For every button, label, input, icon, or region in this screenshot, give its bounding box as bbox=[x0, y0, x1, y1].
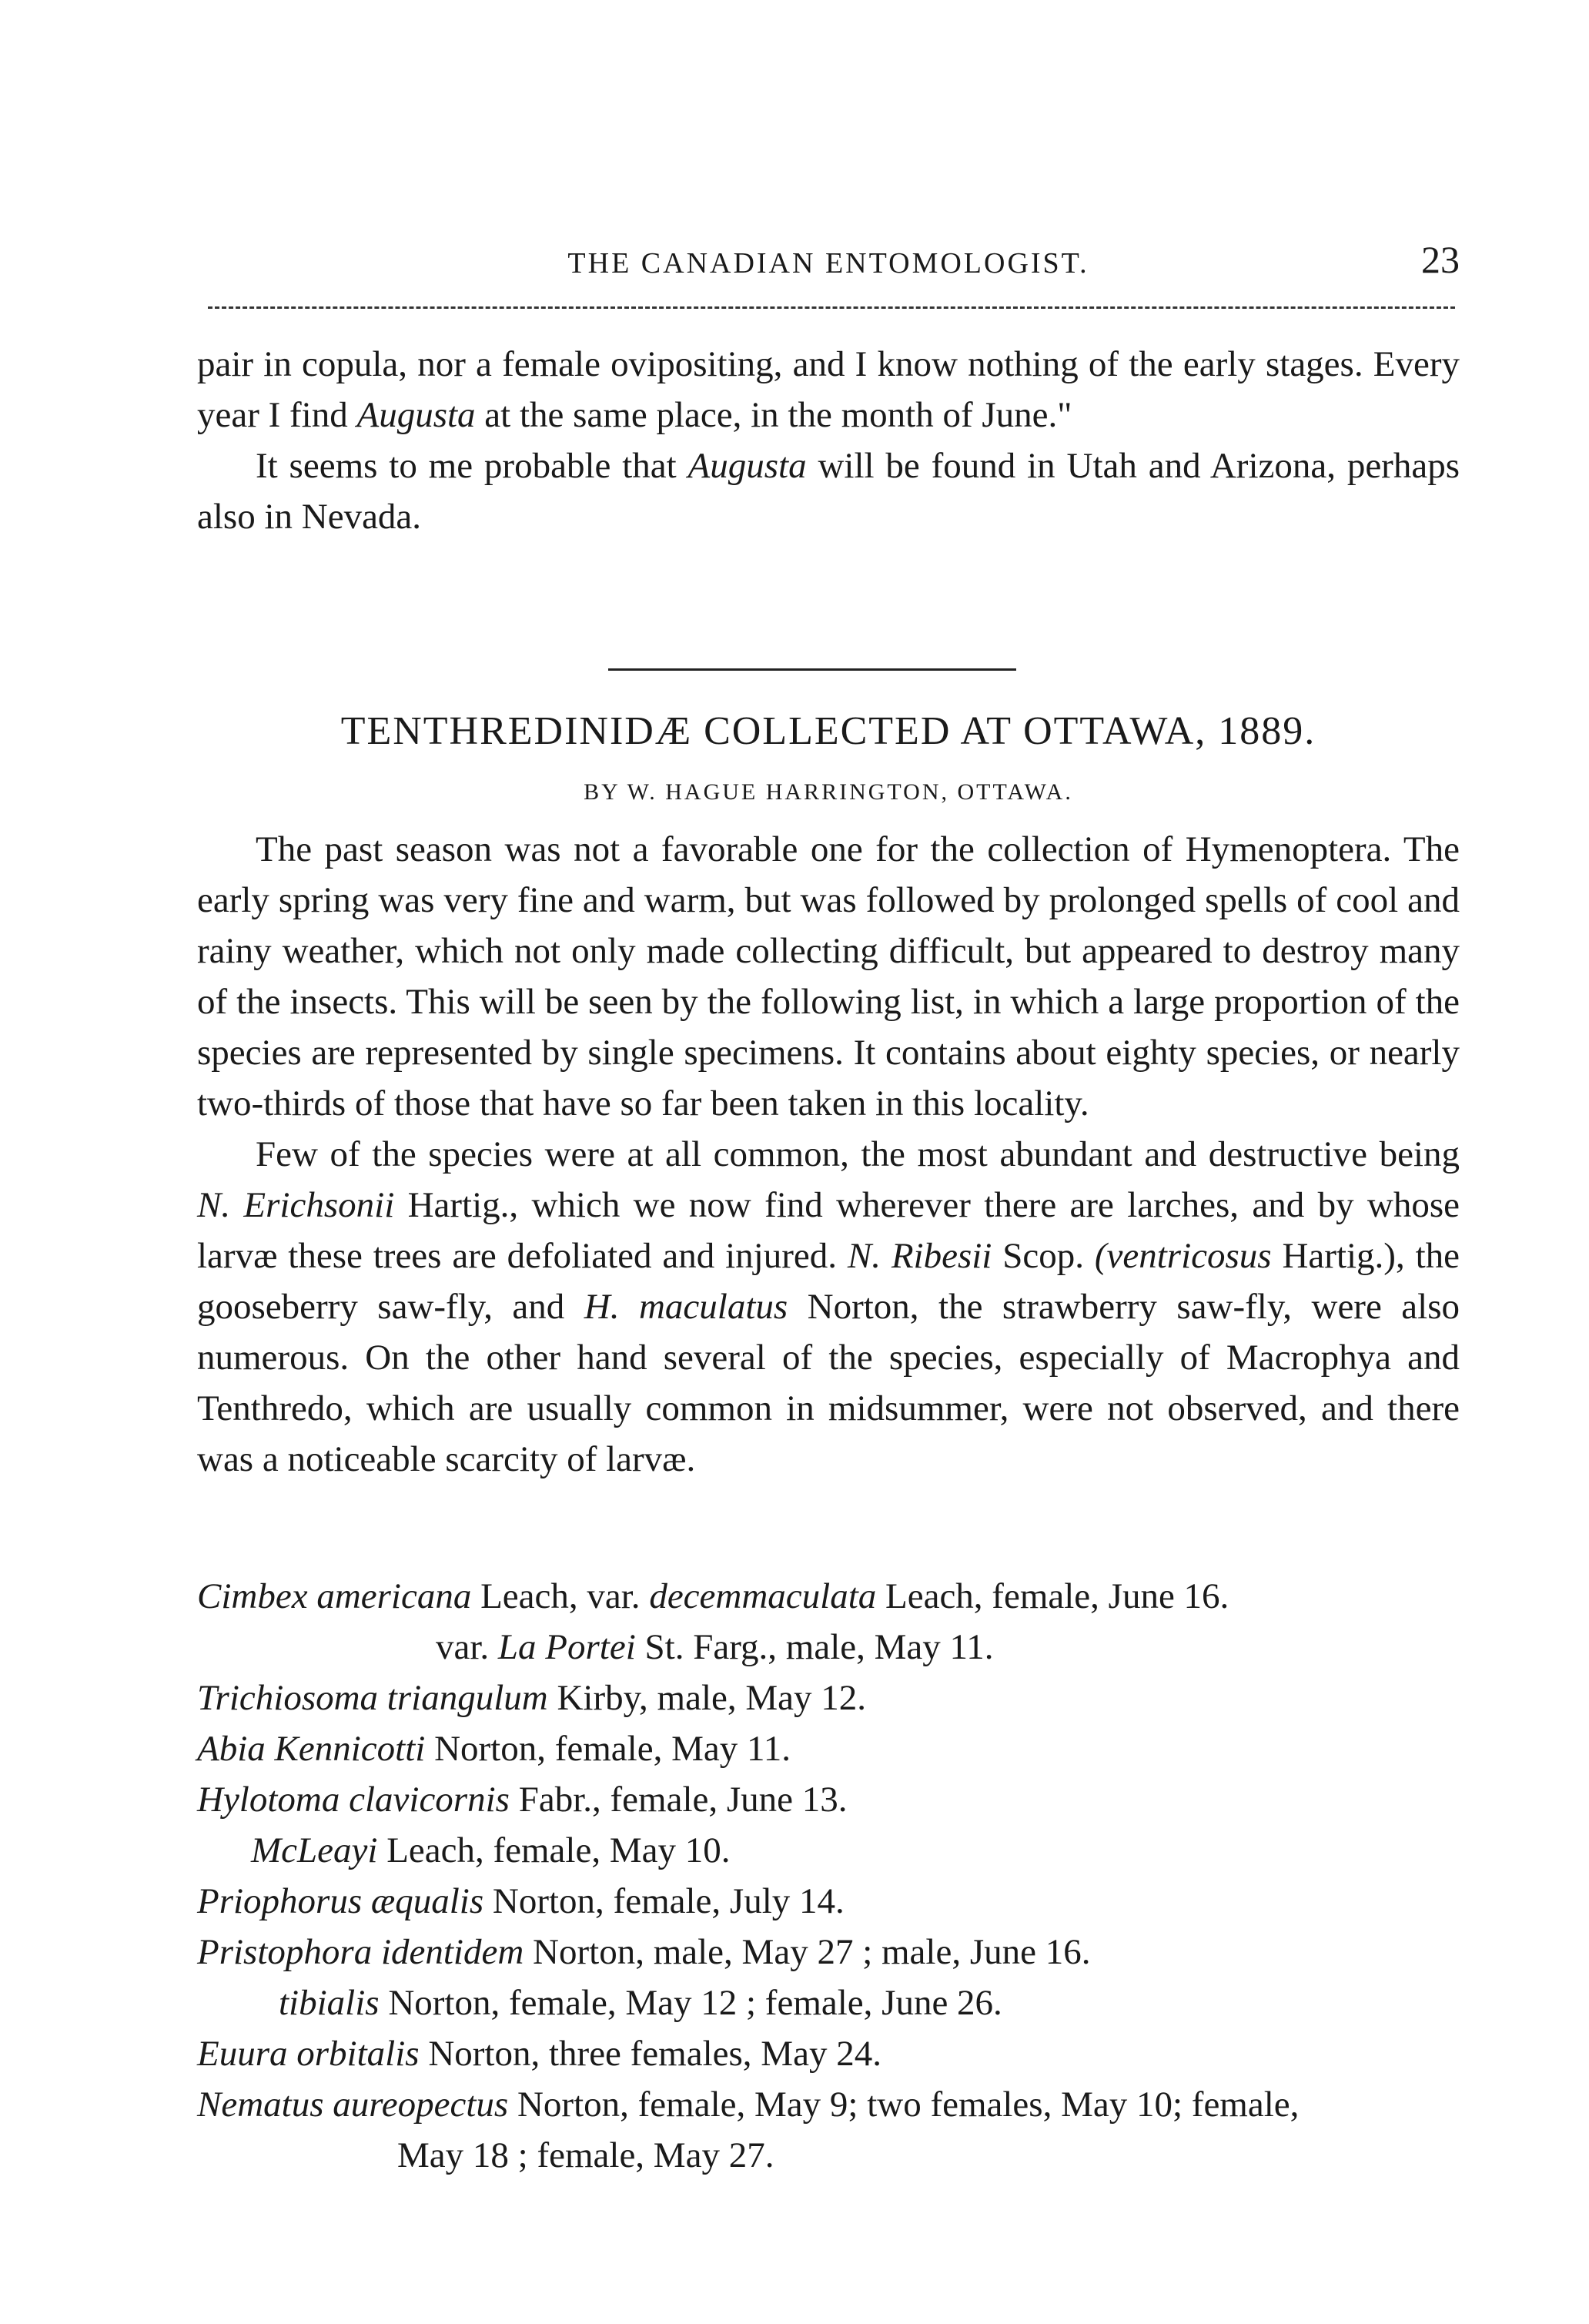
species-list bbox=[197, 1571, 1460, 2181]
species-detail: Norton, female, May 9; two females, May 10; female, bbox=[508, 2085, 1300, 2125]
intro-p1-text-a: pair in copula, nor a female ovipositing, and I know nothing of the early stages. Every year I find bbox=[197, 344, 1460, 435]
species-name: Euura orbitalis bbox=[197, 2034, 420, 2074]
species-detail: Norton, female, July 14. bbox=[483, 1881, 845, 1921]
p2-text-e: Scop. bbox=[992, 1236, 1095, 1276]
article-byline: BY W. HAGUE HARRINGTON, OTTAWA. bbox=[584, 779, 1073, 805]
species-entry-continuation bbox=[197, 2130, 1460, 2181]
article-title: TENTHREDINIDÆ COLLECTED AT OTTAWA, 1889. bbox=[340, 709, 1316, 753]
species-entry bbox=[197, 1571, 1460, 1622]
species-variety: decemmaculata bbox=[649, 1576, 877, 1616]
species-detail: May 18 ; female, May 27. bbox=[397, 2135, 774, 2175]
p2-text-i: Norton, the strawberry saw-fly, were also numerous. On the other hand several of the species, especially of Macrophya and Tenthredo, which are usually common in midsummer, were not observed, and there was a noticeable scarcity of larvæ. bbox=[197, 1287, 1460, 1479]
header-rule bbox=[208, 306, 1455, 309]
species-name: tibialis bbox=[279, 1983, 380, 2023]
intro-p2-text-b: will be found in Utah and Arizona, perhaps also in Nevada. bbox=[197, 446, 1460, 537]
article-paragraph-1: The past season was not a favorable one for the collection of Hymenoptera. The early spring was very fine and warm, but was followed by prolonged spells of cool and rainy weather, which not only made collecting difficult, but appeared to destroy many of the insects. This will be seen by the following list, in which a large proportion of the species are represented by single specimens. It contains about eighty species, or nearly two-thirds of those that have so far been taken in this locality. bbox=[197, 829, 1460, 1123]
species-detail: Norton, female, May 11. bbox=[425, 1729, 791, 1769]
species-entry bbox=[197, 2028, 1460, 2079]
species-detail: var. bbox=[436, 1627, 498, 1667]
intro-paragraph-2 bbox=[197, 440, 1460, 542]
species-detail: Leach, female, June 16. bbox=[876, 1576, 1229, 1616]
intro-p2-italic: Augusta bbox=[687, 446, 807, 486]
intro-p1-text-b: at the same place, in the month of June." bbox=[475, 395, 1072, 435]
species-name: Nematus aureopectus bbox=[197, 2085, 509, 2125]
species-entry bbox=[197, 1927, 1460, 1977]
species-entry bbox=[197, 1977, 1460, 2028]
intro-p2-text-a: It seems to me probable that bbox=[256, 446, 688, 486]
species-detail: Norton, female, May 12 ; female, June 26. bbox=[379, 1983, 1002, 2023]
p2-species-maculatus: H. maculatus bbox=[584, 1287, 788, 1327]
species-name: La Portei bbox=[497, 1627, 636, 1667]
species-detail: Norton, male, May 27 ; male, June 16. bbox=[524, 1932, 1091, 1972]
article-paragraph-2 bbox=[197, 1129, 1460, 1485]
page-header bbox=[197, 240, 1460, 286]
species-entry bbox=[197, 1723, 1460, 1774]
species-name: Trichiosoma triangulum bbox=[197, 1678, 548, 1718]
species-entry bbox=[197, 1622, 1460, 1673]
species-entry bbox=[197, 1876, 1460, 1927]
species-detail: Norton, three females, May 24. bbox=[419, 2034, 881, 2074]
p2-species-erichsonii: N. Erichsonii bbox=[197, 1185, 395, 1225]
species-name: Pristophora identidem bbox=[197, 1932, 524, 1972]
species-entry bbox=[197, 1825, 1460, 1876]
species-entry bbox=[197, 1774, 1460, 1825]
p2-text-c: Hartig., which we now find wherever there are larches, and by whose larvæ these trees are defoliated and injured. bbox=[197, 1185, 1460, 1276]
species-name: McLeayi bbox=[251, 1830, 378, 1870]
species-name: Abia Kennicotti bbox=[197, 1729, 426, 1769]
intro-text bbox=[197, 339, 1460, 542]
species-name: Cimbex americana bbox=[197, 1576, 472, 1616]
article-body bbox=[197, 824, 1460, 1485]
p2-species-ribesii: N. Ribesii bbox=[847, 1236, 992, 1276]
species-detail: St. Farg., male, May 11. bbox=[635, 1627, 994, 1667]
species-name: Hylotoma clavicornis bbox=[197, 1780, 510, 1820]
p2-text-a: Few of the species were at all common, the most abundant and destructive being bbox=[256, 1134, 1460, 1174]
species-detail: Fabr., female, June 13. bbox=[509, 1780, 848, 1820]
species-detail: Leach, female, May 10. bbox=[377, 1830, 731, 1870]
section-separator bbox=[608, 668, 1016, 671]
species-entry bbox=[197, 2079, 1460, 2130]
intro-p1-italic: Augusta bbox=[356, 395, 476, 435]
species-detail: Leach, var. bbox=[471, 1576, 650, 1616]
running-head: THE CANADIAN ENTOMOLOGIST. bbox=[567, 247, 1089, 280]
species-entry bbox=[197, 1673, 1460, 1723]
species-detail: Kirby, male, May 12. bbox=[547, 1678, 867, 1718]
intro-paragraph-1 bbox=[197, 339, 1460, 440]
species-name: Priophorus æqualis bbox=[197, 1881, 484, 1921]
p2-species-ventricosus: (ventricosus bbox=[1094, 1236, 1272, 1276]
p2-text-g: Hartig.), the gooseberry saw-fly, and bbox=[197, 1236, 1460, 1327]
page-number: 23 bbox=[1421, 238, 1460, 281]
